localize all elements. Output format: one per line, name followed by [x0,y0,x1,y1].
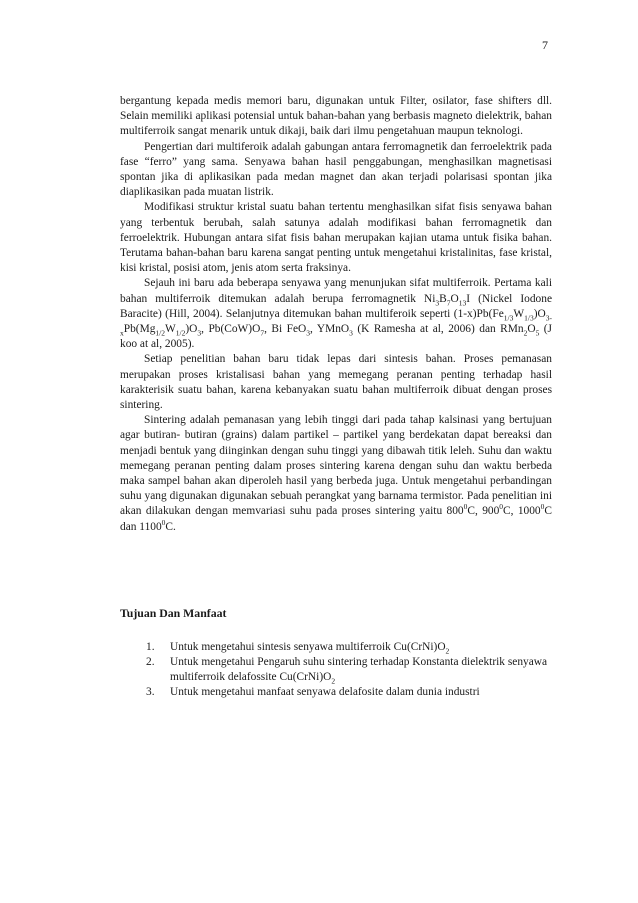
list-number: 3. [146,686,155,698]
subscript: 13 [458,297,467,307]
subscript: 1/2 [155,328,165,338]
text-run: Untuk mengetahui sintesis senyawa multiferroik Cu(CrNi)O [170,641,446,653]
section-heading: Tujuan Dan Manfaat [120,606,227,620]
text-run: C, 900 [467,505,500,518]
text-run: I (Nickel Iodone Baracite) (Hill, 2004). Selanjutnya ditemukan bahan multiferoik seperti (1-x)Pb(Fe [120,292,553,320]
text-run: W [513,307,525,320]
superscript: 0 [463,502,468,512]
text-run: W [165,323,176,336]
text-run: C. [165,520,176,533]
paragraph-4 [120,276,552,352]
subscript: 3 [349,328,353,338]
list-number: 2. [146,656,155,668]
paragraph-2: Pengertian dari multiferoik adalah gabungan antara ferromagnetik dan ferroelektrik pada fase “ferro” yang sama. Senyawa bahan hasil penggabungan, menghasilkan magnetisasi spontan jika di aplikasikan pada medan magnet dan akan terjadi polarisasi spontan jika diaplikasikan pada muatan listrik. [120,140,552,199]
subscript: 7 [446,297,451,307]
text-run: (J koo at al, 2005). [120,323,552,351]
subscript: 2 [331,676,336,686]
text-run: )O [533,307,546,320]
list-item [146,640,554,655]
paragraph-1: bergantung kepada medis memori baru, digunakan untuk Filter, osilator, fase shifters dll. Selain memiliki aplikasi potensial untuk bahan-bahan yang berbasis magneto dielektrik, bahan multiferroik sangat menarik untuk dikaji, baik dari ilmu pengetahuan maupun teknologi. [120,95,552,138]
subscript: 3-x [120,313,552,338]
text-run: Untuk mengetahui Pengaruh suhu sintering terhadap Konstanta dielektrik senyawa multiferroik delafossite Cu(CrNi)O [170,656,548,683]
paragraph-5: Setiap penelitian bahan baru tidak lepas dari sintesis bahan. Proses pemanasan merupakan proses kristalisasi bahan yang memegang peranan penting terhadap hasil karakterisik suatu bahan, karena kebanyakan suatu bahan multiferroik dibuat dengan proses sintering. [120,353,552,412]
list-text: Untuk mengetahui manfaat senyawa delafosite dalam dunia industri [170,686,480,698]
page-number: 7 [542,38,548,52]
list-number: 1. [146,641,155,653]
subscript: 3 [197,328,202,338]
subscript: 2 [523,328,528,338]
paragraph-6 [120,413,552,535]
superscript: 0 [540,502,545,512]
body-text [120,94,552,535]
paragraph-3: Modifikasi struktur kristal suatu bahan tertentu menghasilkan sifat fisis senyawa bahan yang terbentuk berubah, salah satunya adalah modifikasi bahan ferromagnetik dan ferroelektrik. Hubungan antara sifat fisis bahan merupakan kajian utama untuk fisika bahan. Terutama bahan-bahan baru karena sangat penting untuk mengetahui kristalinitas, fase kristal, kisi kristal, posisi atom, jenis atom serta fraksinya. [120,201,552,275]
subscript: 2 [445,646,450,656]
subscript: 1/3 [503,313,514,323]
text-run: Sejauh ini baru ada beberapa senyawa yang menunjukan sifat multiferroik. Pertama kali bahan multiferroik ditemukan adalah berupa ferromagnetik Ni [120,277,552,305]
list-item [146,685,554,700]
subscript: 1/3 [524,313,534,323]
text-run: )O [185,323,198,336]
text-run: B [439,292,447,305]
text-run: , YMnO [309,323,350,336]
text-run: (K Ramesha at al, 2006) dan RMn [352,323,524,336]
list-text [170,640,554,655]
text-run: , Pb(CoW)O [201,323,261,336]
subscript: 7 [260,328,265,338]
text-run: O [450,292,459,305]
text-run: , Bi FeO [264,323,307,336]
subscript: 3 [306,328,310,338]
text-run: Sintering adalah pemanasan yang lebih tinggi dari pada tahap kalsinasi yang bertujuan agar butiran- butiran (grains) dalam partikel – partikel yang berdekatan dapat bereaksi dan menjadi bentuk yang diinginkan dengan suhu tinggi yang dibawah titik leleh. Suhu dan waktu memegang peranan penting dalam proses sintering karena dengan suhu dan waktu berbeda maka sampel bahan akan diperoleh hasil yang berbeda juga. Untuk mengetahui perbandingan suhu yang digunakan digunakan sebuah perangkat yang barnama termistor. Pada penelitian ini akan dilakukan dengan memvariasi suhu pada proses sintering yaitu 800 [120,414,552,518]
text-run: Pb(Mg [123,323,156,336]
superscript: 0 [161,517,166,527]
text-run: C dan 1100 [120,505,552,533]
subscript: 3 [435,297,440,307]
subscript: 1/2 [175,328,186,338]
list-item [146,655,554,685]
objectives-list [146,640,554,700]
superscript: 0 [499,502,504,512]
text-run: C, 1000 [503,505,541,518]
list-text [170,655,554,685]
subscript: 5 [535,328,540,338]
text-run: O [527,323,536,336]
